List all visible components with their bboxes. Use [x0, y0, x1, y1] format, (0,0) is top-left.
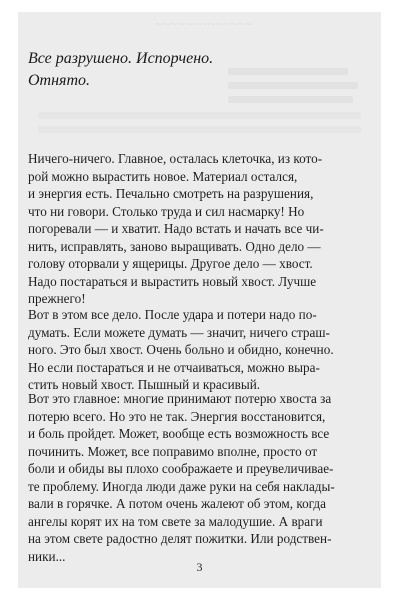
bleed-through-heading: ~~~~~~~~~~~~~: [155, 16, 253, 31]
text-line: ангелы корят их на том свете за малодушие. А враги: [28, 513, 323, 529]
text-line: на этом свете радостно делят пожитки. Или родствен-: [28, 531, 332, 546]
text-line: потерю всего. Но это не так. Энергия восстановится,: [28, 408, 326, 424]
text-line: боли и обиды вы плохо соображаете и преувеличивае-: [28, 461, 334, 476]
text-line: голову оторвали у ящерицы. Другое дело — хвост.: [28, 256, 313, 271]
text-line: ники...: [28, 548, 66, 564]
page-number: 3: [196, 560, 203, 574]
text-line: починить. Может, все поправимо вполне, просто от: [28, 443, 318, 459]
epigraph-line: Все разрушено. Испорчено.: [28, 50, 214, 67]
text-line: погоревали — и хватит. Надо встать и начать все чи-: [28, 221, 324, 236]
text-line: Вот в этом все дело. После удара и потери надо по-: [28, 307, 317, 322]
text-line: рой можно вырастить новое. Материал остался,: [28, 168, 298, 184]
book-page: [18, 12, 381, 588]
text-line: вали в горячке. А потом очень жалеют об этом, когда: [28, 496, 326, 511]
text-line: стить новый хвост. Пышный и красивый.: [28, 377, 261, 392]
epigraph-line: Отнято.: [28, 72, 91, 89]
text-line: Вот это главное: многие принимают потерю хвоста за: [28, 391, 332, 406]
epigraph: [28, 48, 328, 92]
text-line: нить, исправлять, заново выращивать. Одно дело —: [28, 238, 321, 254]
text-line: думать. Если можете думать — значит, ничего страш-: [28, 324, 330, 340]
text-line: что ни говори. Столько труда и сил насмарку! Но: [28, 203, 305, 219]
bleed-through-line: [38, 126, 361, 133]
bleed-through-line: [38, 112, 361, 119]
text-line: Надо постараться и вырастить новый хвост. Лучше: [28, 273, 317, 289]
bleed-through-line: [228, 96, 353, 103]
paragraph-2: [28, 306, 372, 394]
paragraph-1: [28, 150, 372, 308]
text-line: и боль пройдет. Может, вообще есть возможность все: [28, 426, 330, 441]
text-line: и энергия есть. Печально смотреть на разрушения,: [28, 186, 314, 201]
text-line: те проблему. Иногда люди даже руки на себя наклады-: [28, 478, 335, 494]
text-line: Ничего-ничего. Главное, осталась клеточка, из кото-: [28, 151, 323, 166]
text-line: Но если постараться и не отчаиваться, можно выра-: [28, 359, 320, 375]
paragraph-3: [28, 390, 372, 565]
text-line: ного. Это был хвост. Очень больно и обидно, конечно.: [28, 342, 334, 357]
text-line: прежнего!: [28, 291, 86, 306]
